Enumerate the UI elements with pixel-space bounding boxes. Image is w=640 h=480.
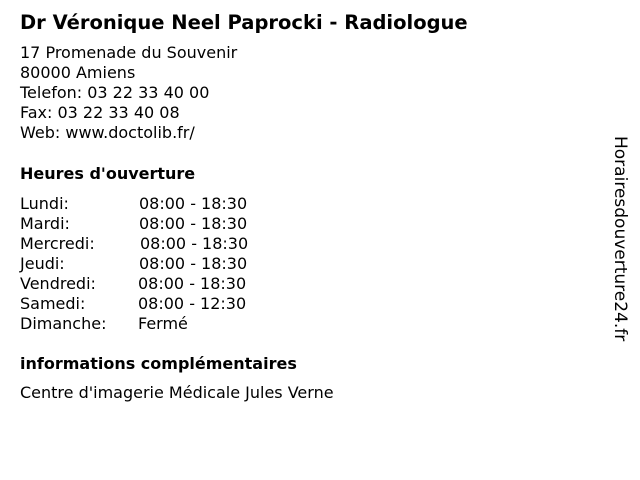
- day-label: Samedi:: [20, 294, 86, 313]
- day-hours: 08:00 - 18:30: [139, 254, 248, 273]
- street-address: 17 Promenade du Souvenir: [20, 43, 238, 62]
- city-postcode: 80000 Amiens: [20, 63, 136, 82]
- day-label: Lundi:: [20, 194, 69, 213]
- day-hours: 08:00 - 18:30: [140, 234, 249, 253]
- page-title: Dr Véronique Neel Paprocki - Radiologue: [20, 11, 468, 34]
- day-label: Mercredi:: [20, 234, 95, 253]
- day-hours: 08:00 - 18:30: [138, 274, 247, 293]
- additional-info-text: Centre d'imagerie Médicale Jules Verne: [20, 383, 334, 402]
- site-watermark: Horairesdouverture24.fr: [610, 136, 630, 342]
- contact-details: [20, 43, 237, 143]
- phone-number: Telefon: 03 22 33 40 00: [20, 83, 210, 102]
- day-hours: 08:00 - 12:30: [138, 294, 247, 313]
- day-hours: 08:00 - 18:30: [139, 194, 248, 213]
- opening-hours-heading: Heures d'ouverture: [20, 164, 196, 183]
- day-label: Mardi:: [20, 214, 70, 233]
- additional-info-heading: informations complémentaires: [20, 354, 297, 373]
- day-label: Vendredi:: [20, 274, 96, 293]
- fax-number: Fax: 03 22 33 40 08: [20, 103, 180, 122]
- day-hours: 08:00 - 18:30: [139, 214, 248, 233]
- day-hours: Fermé: [138, 314, 188, 333]
- day-label: Jeudi:: [20, 254, 65, 273]
- website: Web: www.doctolib.fr/: [20, 123, 195, 142]
- day-label: Dimanche:: [20, 314, 107, 333]
